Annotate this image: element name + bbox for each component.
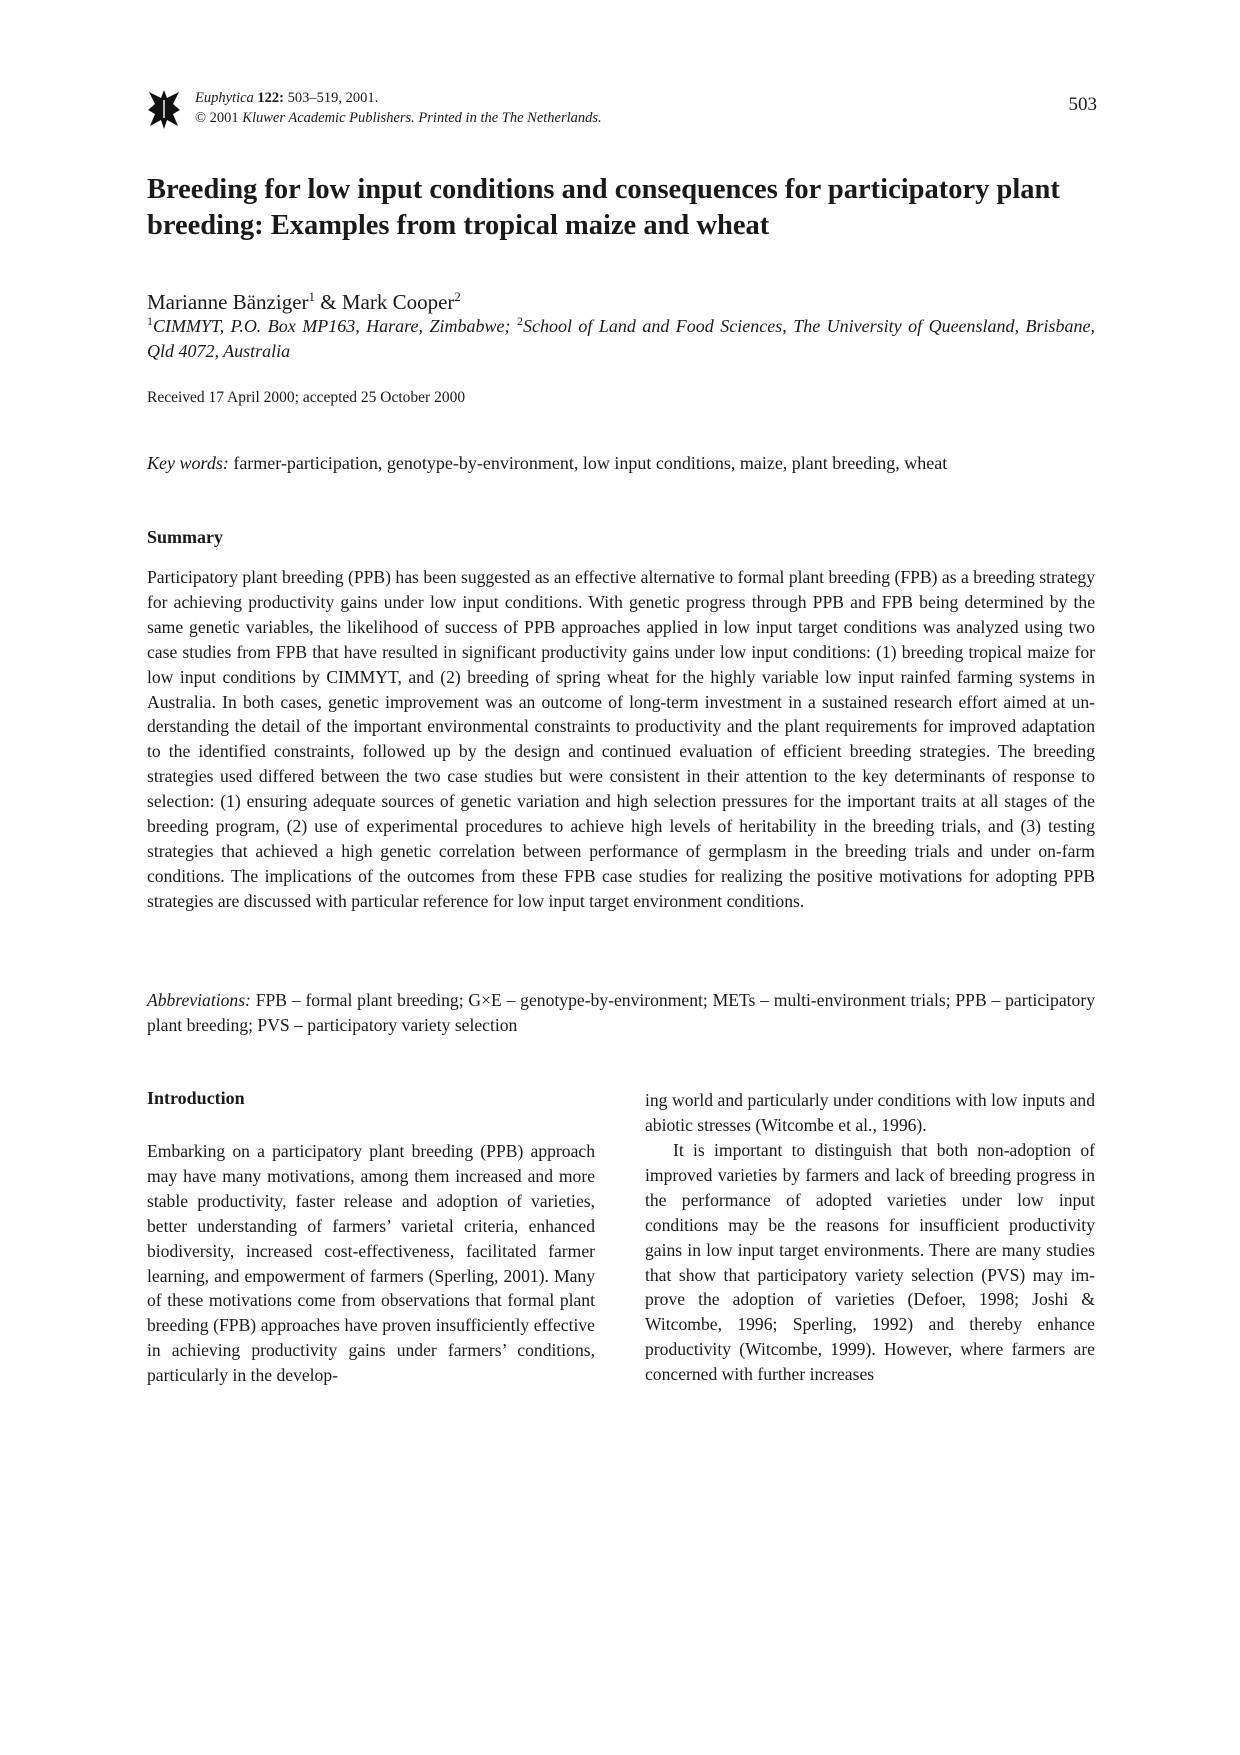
affiliation-2: School of Land and Food Sciences, The University of Queensland, Brisbane, Qld 4072, Australia <box>147 316 1096 361</box>
received-dates: Received 17 April 2000; accepted 25 October 2000 <box>147 389 466 406</box>
journal-pages: 503–519, 2001. <box>287 90 379 106</box>
keywords-label: Key words: <box>147 453 229 473</box>
author-name: Marianne Bänziger <box>147 290 309 314</box>
keywords <box>147 453 947 474</box>
publisher-logo-icon <box>147 88 181 130</box>
affiliations <box>147 314 1095 364</box>
page-number: 503 <box>1068 94 1097 115</box>
journal-name: Euphytica <box>195 90 254 106</box>
citation-block <box>195 88 602 128</box>
keywords-text: farmer-participation, genotype-by-environment, low input conditions, maize, plant breeding, wheat <box>233 453 948 473</box>
copyright-year: 2001 <box>209 110 239 126</box>
abbreviations-text: FPB – formal plant breeding; G×E – genotype-by-environment; METs – multi-environment trials; PPB – participatory plant breeding; PVS – participatory variety selection <box>147 990 1095 1035</box>
author-list <box>147 289 461 315</box>
printed-note: Printed in the The Netherlands. <box>418 110 602 126</box>
summary-text: Participatory plant breeding (PPB) has been suggested as an effective alternative to formal plant breeding (FPB) as a breeding strategy for achieving productivity gains under low input conditions. With genetic progress through PPB and FPB being determined by the same genetic variables, the likelihood of success of PPB approaches applied in low input target conditions was analyzed using two case studies from FPB that have resulted in significant productivity gains under low input conditions: (1) breeding tropical maize for low input conditions by CIMMYT, and (2) breeding of spring wheat for the highly variable low input rainfed farming systems in Australia. In both cases, genetic improvement was an outcome of long-term investment in a sustained research effort aimed at understanding the detail of the important environmental constraints to productivity and the plant requirements for improved adaptation to the identified constraints, followed up by the design and continued evaluation of efficient breeding strategies. The breeding strategies used differed between the two case studies but were consistent in their attention to the key determinants of response to selection: (1) ensuring adequate sources of genetic variation and high selection pressures for the important traits at all stages of the breeding program, (2) use of experimental procedures to achieve high levels of heritability in the breeding trials, and (3) testing strategies that achieved a high genetic correlation between performance of germplasm in the breeding trials and under on-farm conditions. The implications of the outcomes from these FPB case studies for realizing the positive motivations for adopting PPB strategies are discussed with particular reference for low input target environment conditions. <box>147 567 1095 911</box>
summary-heading: Summary <box>147 527 223 547</box>
author-affiliation-marker: 1 <box>308 289 316 304</box>
author-separator: & <box>320 290 337 314</box>
copyright-symbol: © <box>195 110 207 126</box>
affiliation-marker: 2 <box>516 314 523 328</box>
publisher-name: Kluwer Academic Publishers. <box>242 110 415 126</box>
abbreviations <box>147 988 1095 1038</box>
author-name: Mark Cooper <box>341 290 455 314</box>
affiliation-marker: 1 <box>147 314 153 328</box>
abbreviations-label: Abbreviations: <box>147 990 251 1010</box>
running-header <box>147 86 1097 136</box>
introduction-heading: Introduction <box>147 1088 245 1108</box>
intro-paragraph: Embarking on a participatory plant breeding (PPB) approach may have many motivations, among them increased and more stable productivity, faster release and adoption of varieties, better understanding of farmers’ varietal criteria, enhanced biodiversity, increased cost-effectiveness, facilitated farmer learning, and empowerment of farmers (Sperling, 2001). Many of these motivations come from observations that formal plant breeding (FPB) approaches have proven insufficiently effective in achieving productivity gains under farmers’ conditions, particularly in the develop- <box>147 1141 595 1386</box>
article-title: Breeding for low input conditions and consequences for participatory plant breeding: Examples from tropical maize and wheat <box>147 174 1060 241</box>
citation-line <box>195 88 602 108</box>
journal-volume: 122: <box>257 90 285 106</box>
intro-paragraph-continued: ing world and particularly under conditions with low inputs and abiotic stresses (Witcombe et al., 1996). <box>645 1090 1095 1135</box>
author-affiliation-marker: 2 <box>454 289 461 304</box>
intro-paragraph: It is important to distinguish that both non-adoption of improved varieties by farmers and lack of breeding progress in the performance of adopted varieties under low input conditions may be the reasons for insufficient productivity gains in low input target environments. There are many studies that show that participatory variety selection (PVS) may improve the adoption of varieties (Defoer, 1998; Joshi & Witcombe, 1996; Sperling, 1992) and thereby enhance productivity (Witcombe, 1999). However, where farmers are concerned with further increases <box>645 1140 1095 1385</box>
affiliation-1: CIMMYT, P.O. Box MP163, Harare, Zimbabwe; <box>153 316 511 336</box>
copyright-line <box>195 108 602 128</box>
